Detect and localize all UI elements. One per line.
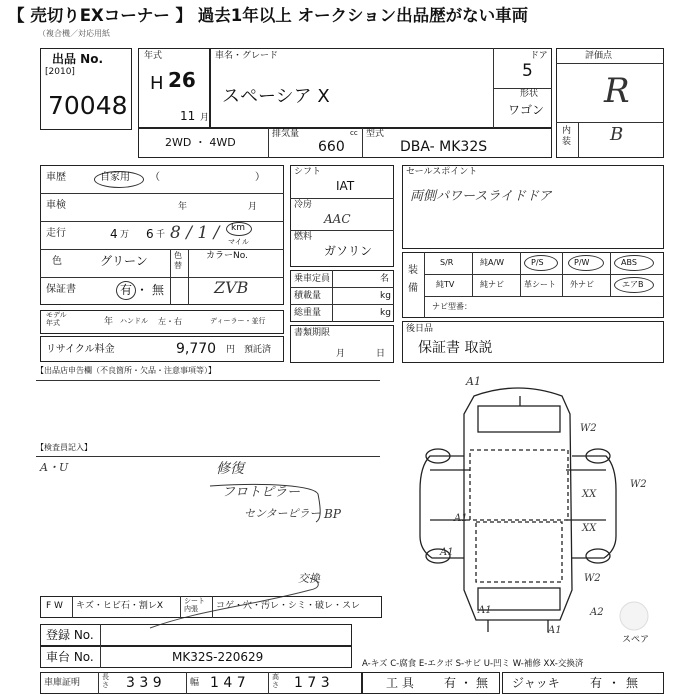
year-month-unit: 月: [200, 113, 210, 123]
sales-point-value: 両側パワースライドドア: [410, 189, 552, 204]
color-value: グリーン: [100, 254, 148, 268]
interior-value: B: [610, 124, 624, 145]
fuel-value: ガソリン: [324, 244, 373, 258]
mileage-hand: 8 / 1 /: [170, 223, 220, 243]
ac-value: AAC: [324, 212, 351, 226]
doors-label: ドア: [530, 51, 548, 61]
later-value: 保証書 取説: [418, 340, 493, 356]
history-label: 車歴: [46, 172, 66, 183]
mileage-label: 走行: [46, 228, 66, 239]
spare-label: スペア: [622, 635, 650, 645]
drive-value: 2WD ・ 4WD: [165, 136, 236, 149]
year-num: 26: [168, 68, 196, 92]
shift-value: IAT: [336, 179, 355, 193]
doors-value: 5: [522, 61, 533, 81]
color-label: 色: [52, 256, 62, 267]
year-month: 11: [180, 109, 196, 123]
displacement-label: 排気量: [272, 129, 300, 139]
interior-label: 内装: [562, 126, 572, 148]
lot-label: 出品 No.: [52, 52, 104, 66]
shape-value: ワゴン: [508, 103, 545, 117]
recycle-value: 9,770: [176, 341, 217, 357]
displacement-value: 660: [318, 139, 345, 155]
seller-notes-label: 【出品店申告欄（不良箇所・欠品・注意事項等）】: [36, 366, 216, 375]
lot-year-note: [2010]: [45, 67, 75, 77]
shape-label: 形状: [520, 89, 539, 99]
top-note: （複合機／対応用紙: [38, 29, 110, 38]
score-label: 評価点: [585, 51, 613, 61]
car-label: 車名・グレード: [215, 51, 279, 61]
year-era: H: [150, 73, 164, 94]
color-no-value: ZVB: [214, 278, 249, 297]
car-name: スペーシア X: [222, 86, 330, 107]
year-label: 年式: [144, 51, 163, 61]
warranty-label: 保証書: [46, 284, 76, 295]
model-label: 型式: [366, 129, 385, 139]
score-value: R: [604, 71, 630, 111]
model-value: DBA- MK32S: [400, 139, 488, 155]
inspection-label: 車検: [46, 200, 66, 211]
lot-number: 70048: [48, 91, 128, 120]
chassis-value: MK32S-220629: [172, 650, 264, 664]
displacement-unit: cc: [350, 129, 358, 137]
history-value: 自家用: [100, 172, 130, 183]
header-title: 【 売切りEXコーナー 】 過去1年以上 オークション出品歴がない車両: [8, 6, 529, 25]
inspector-label: 【検査員記入】: [36, 443, 92, 452]
damage-legend: A-キズ C-腐食 E-エクボ S-サビ U-凹ミ W-補修 XX-交換済: [362, 659, 584, 669]
